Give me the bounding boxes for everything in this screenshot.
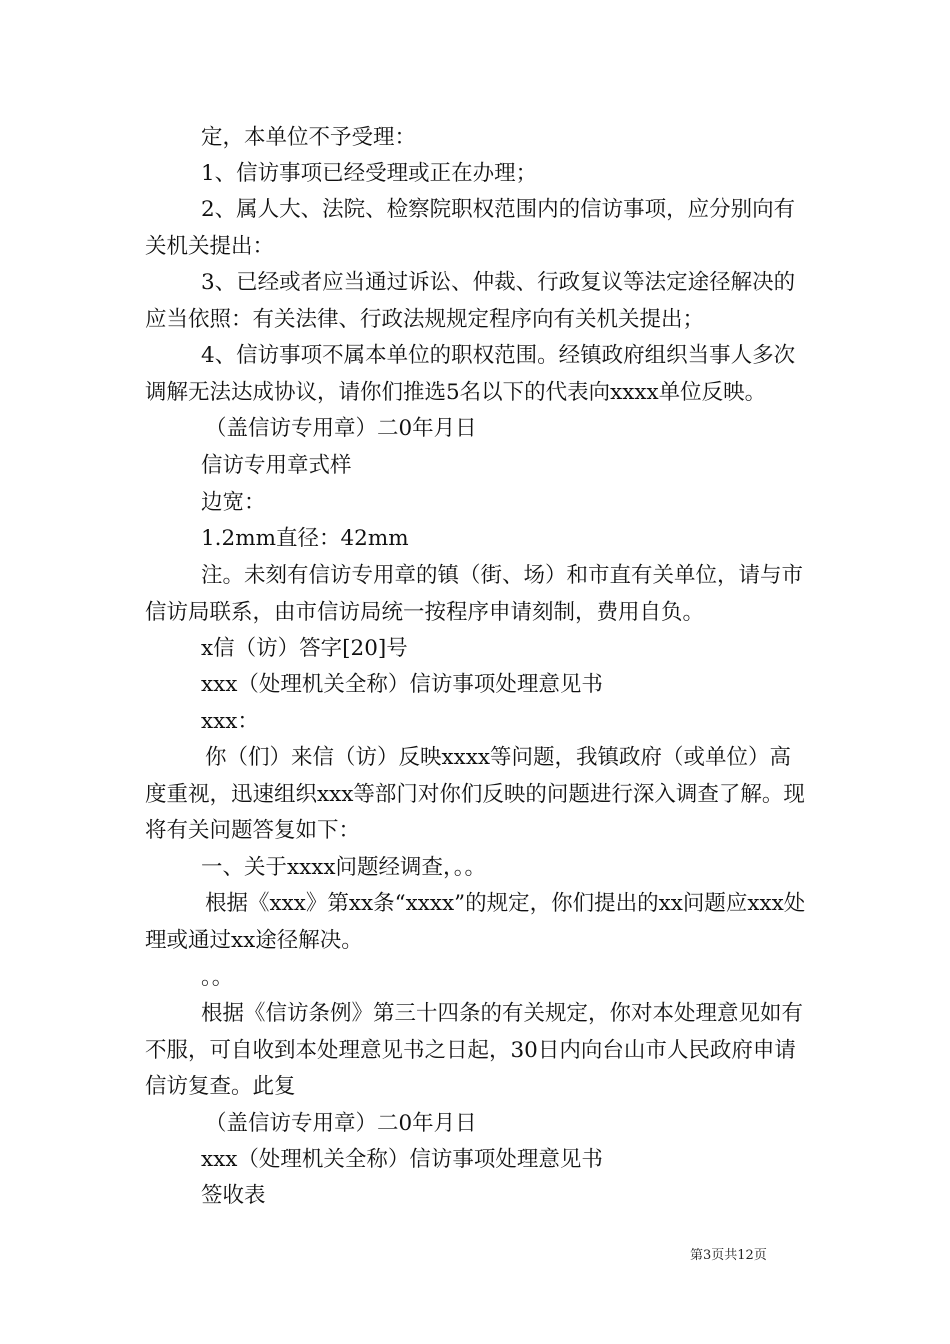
paragraph-item-3: 3、已经或者应当通过诉讼、仲裁、行政复议等法定途径解决的应当依照：有关法律、行政法规规定程序向有关机关提出； [145, 270, 796, 332]
body-paragraph-investigation: 一、关于xxxx问题经调查，。。 [201, 855, 487, 880]
note-paragraph: 注。未刻有信访专用章的镇（街、场）和市直有关单位，请与市信访局联系，由市信访局统一按程序申请刻制，费用自负。 [145, 563, 804, 625]
seal-date-line: （盖信访专用章）二0年月日 [205, 416, 477, 441]
paragraph-item-4: 4、信访事项不属本单位的职权范围。经镇政府组织当事人多次调解无法达成协议，请你们推选5名以下的代表向xxxx单位反映。 [145, 343, 796, 405]
paragraph-item-2: 2、属人大、法院、检察院职权范围内的信访事项，应分别向有关机关提出： [145, 197, 796, 259]
page-number-footer: 第3页共12页 [690, 1248, 767, 1263]
ellipsis-line: 。。 [201, 965, 234, 990]
paragraph-continuation: 定，本单位不予受理： [201, 125, 417, 150]
seal-date-line-2: （盖信访专用章）二0年月日 [205, 1111, 477, 1136]
opinion-title-2: xxx（处理机关全称）信访事项处理意见书 [201, 1147, 603, 1172]
seal-dimensions: 1.2mm直径：42mm [201, 526, 409, 551]
salutation: xxx： [201, 709, 259, 734]
body-paragraph-review-rights: 根据《信访条例》第三十四条的有关规定，你对本处理意见如有不服，可自收到本处理意见书之日起，30日内向台山市人民政府申请信访复查。此复 [145, 1001, 804, 1099]
seal-sample-title: 信访专用章式样 [201, 453, 352, 478]
body-paragraph-legal-basis: 根据《xxx》第xx条“xxxx”的规定，你们提出的xx问题应xxx处理或通过xx途径解决。 [145, 891, 806, 953]
body-paragraph-intro: 你（们）来信（访）反映xxxx等问题，我镇政府（或单位）高度重视，迅速组织xxx等部门对你们反映的问题进行深入调查了解。现将有关问题答复如下： [145, 745, 805, 843]
opinion-title: xxx（处理机关全称）信访事项处理意见书 [201, 672, 603, 697]
paragraph-item-1: 1、信访事项已经受理或正在办理； [201, 161, 538, 186]
border-width-label: 边宽： [201, 490, 266, 515]
receipt-form-title: 签收表 [201, 1183, 266, 1208]
reference-number: x信（访）答字[20]号 [201, 636, 408, 661]
